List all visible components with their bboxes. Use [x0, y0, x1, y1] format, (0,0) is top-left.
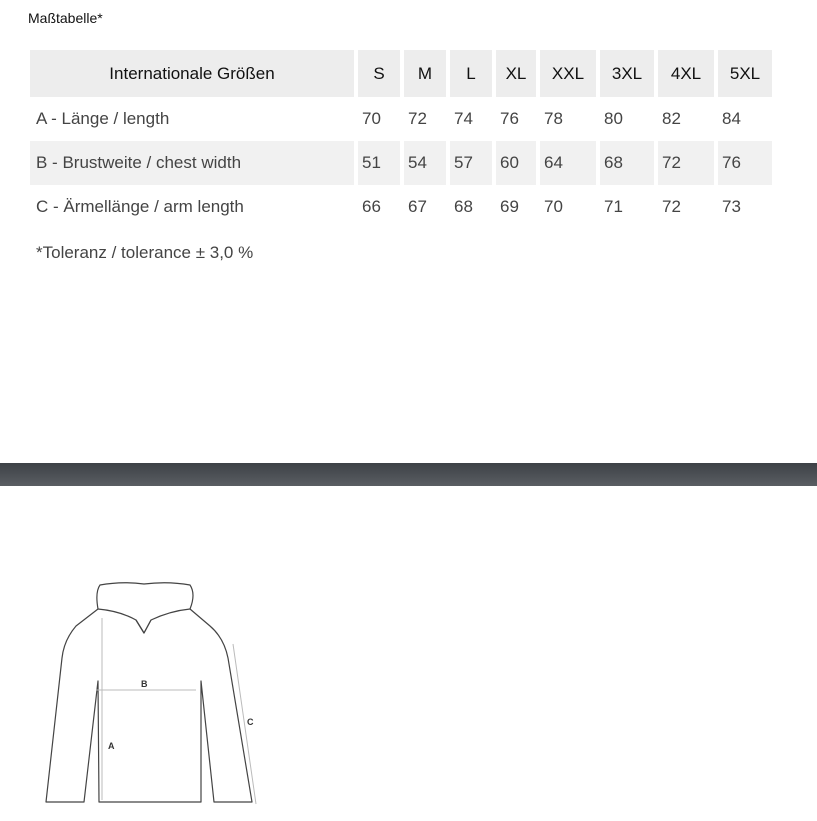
- table-cell: 68: [600, 141, 654, 185]
- row-label-length: A - Länge / length: [36, 109, 170, 128]
- table-cell: 76: [718, 141, 772, 185]
- table-cell: 82: [662, 109, 681, 128]
- size-header-l: L: [450, 50, 492, 97]
- size-header-3xl: 3XL: [600, 50, 654, 97]
- size-header-xl: XL: [496, 50, 536, 97]
- label-a: A: [108, 741, 115, 751]
- row-label-chest-width: B - Brustweite / chest width: [30, 141, 354, 185]
- table-cell: 64: [540, 141, 596, 185]
- size-header-row: [30, 50, 772, 97]
- size-header-m: M: [404, 50, 446, 97]
- table-cell: 66: [362, 197, 381, 216]
- table-cell: 67: [408, 197, 427, 216]
- table-cell: 70: [544, 197, 563, 216]
- label-b: B: [141, 679, 148, 689]
- table-row-chest-width: [30, 141, 772, 185]
- section-divider: [0, 463, 817, 486]
- size-header-xxl: XXL: [540, 50, 596, 97]
- table-cell: 54: [404, 141, 446, 185]
- size-header-4xl: 4XL: [658, 50, 714, 97]
- table-row-length: [30, 97, 772, 141]
- table-cell: 71: [604, 197, 623, 216]
- table-cell: 76: [500, 109, 519, 128]
- table-cell: 60: [496, 141, 536, 185]
- table-cell: 73: [722, 197, 741, 216]
- page-title: Maßtabelle*: [28, 10, 103, 26]
- table-cell: 80: [604, 109, 623, 128]
- table-cell: 51: [358, 141, 400, 185]
- table-cell: 72: [408, 109, 427, 128]
- table-cell: 72: [662, 197, 681, 216]
- hoodie-outline: [46, 583, 252, 802]
- table-cell: 68: [454, 197, 473, 216]
- size-header-5xl: 5XL: [718, 50, 772, 97]
- table-cell: 72: [658, 141, 714, 185]
- table-cell: 57: [450, 141, 492, 185]
- row-label-arm-length: C - Ärmellänge / arm length: [36, 197, 244, 216]
- table-cell: 70: [362, 109, 381, 128]
- measure-lines: [96, 618, 256, 804]
- header-label: Internationale Größen: [30, 50, 354, 97]
- size-table: [26, 50, 776, 229]
- table-cell: 69: [500, 197, 519, 216]
- table-row-arm-length: [30, 185, 772, 229]
- table-cell: 74: [454, 109, 473, 128]
- tolerance-note: *Toleranz / tolerance ± 3,0 %: [36, 243, 254, 262]
- label-c: C: [247, 717, 254, 727]
- hoodie-diagram: [38, 578, 268, 810]
- table-cell: 84: [722, 109, 741, 128]
- table-cell: 78: [544, 109, 563, 128]
- size-header-s: S: [358, 50, 400, 97]
